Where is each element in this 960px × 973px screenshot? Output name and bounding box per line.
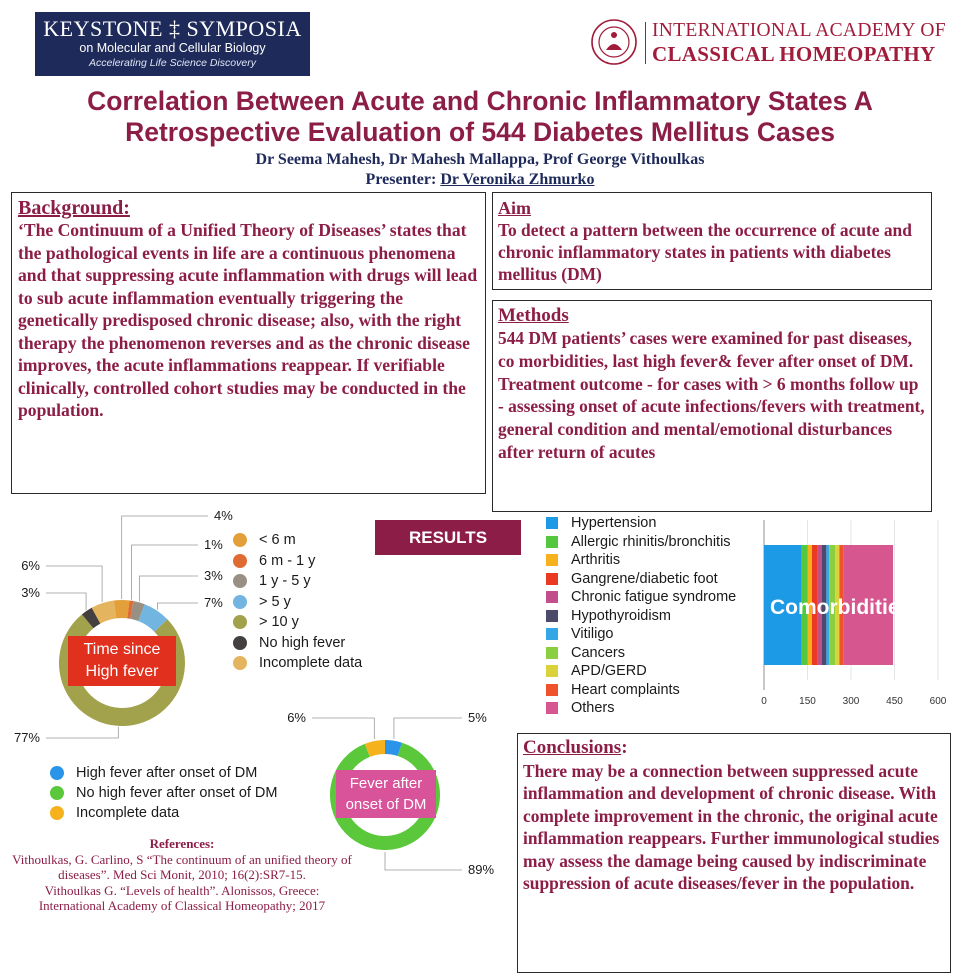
pie2-leader-incomplete-data xyxy=(312,718,374,739)
pie1-slice-5-y xyxy=(141,613,160,626)
fever-after-onset-chart-label xyxy=(336,770,436,818)
legend2-item-incomplete-data xyxy=(50,805,179,821)
pie1-leader-10-y xyxy=(46,727,118,738)
legend3-item-gangrene-diabetic-foot xyxy=(546,571,718,587)
pie1-leader-6-m-1-y xyxy=(132,545,198,600)
comorbidities-tick-450: 450 xyxy=(886,696,903,707)
legend1-item-6-m-1-y xyxy=(233,553,315,569)
reference-item-1: Vithoulkas, G. Carlino, S “The continuum of an unified theory of diseases”. Med Sci Monit, 2010; 16(2):SR7-15. xyxy=(12,852,352,883)
keystone-symposia-logo xyxy=(35,12,310,76)
legend1-label: No high fever xyxy=(259,635,345,651)
pie1-value-label-6-m: 4% xyxy=(214,508,233,523)
legend1-label: > 10 y xyxy=(259,614,299,630)
legend3-label: Hypertension xyxy=(571,515,656,531)
references-section xyxy=(12,836,352,914)
results-label: RESULTS xyxy=(375,520,521,555)
pie1-title-line2: High fever xyxy=(68,661,176,683)
pie1-leader-no-high-fever xyxy=(46,593,86,610)
aim-heading: Aim xyxy=(498,197,926,219)
legend3-label: APD/GERD xyxy=(571,663,647,679)
comorbidities-chart-title: Comorbidities xyxy=(770,596,911,620)
pie1-value-label-incomplete-data: 6% xyxy=(21,558,40,573)
pie1-value-label-5-y: 7% xyxy=(204,595,223,610)
legend3-swatch xyxy=(546,573,558,585)
time-since-fever-chart-label xyxy=(68,636,176,686)
comorbidities-tick-300: 300 xyxy=(843,696,860,707)
pie2-slice-incomplete-data xyxy=(367,747,385,750)
pie2-value-label-high-fever-after-onset-of-dm: 5% xyxy=(468,710,487,725)
pie2-leader-no-high-fever-after-onset-of-dm xyxy=(385,852,462,870)
methods-text-1: 544 DM patients’ cases were examined for past diseases, co morbidities, last high fever& fever after onset of DM. xyxy=(498,327,926,373)
legend1-item-no-high-fever xyxy=(233,635,345,651)
legend1-label: Incomplete data xyxy=(259,655,362,671)
comorbidities-tick-600: 600 xyxy=(930,696,947,707)
pie1-slice-6-m-1-y xyxy=(128,609,131,610)
legend3-label: Chronic fatigue syndrome xyxy=(571,589,736,605)
legend3-item-hypothyroidism xyxy=(546,608,671,624)
academy-logo-line1: INTERNATIONAL ACADEMY OF xyxy=(652,20,946,42)
legend1-label: 1 y - 5 y xyxy=(259,573,311,589)
legend2-label: Incomplete data xyxy=(76,805,179,821)
academy-logo xyxy=(590,18,935,68)
authors: Dr Seema Mahesh, Dr Mahesh Mallappa, Prof George Vithoulkas xyxy=(20,150,940,170)
legend3-item-cancers xyxy=(546,645,625,661)
pie1-title-line1: Time since xyxy=(68,639,176,661)
aim-section xyxy=(492,192,932,290)
legend1-swatch xyxy=(233,595,247,609)
pie1-value-label-10-y: 77% xyxy=(14,730,40,745)
legend3-item-vitiligo xyxy=(546,626,613,642)
legend3-swatch xyxy=(546,591,558,603)
legend3-item-chronic-fatigue-syndrome xyxy=(546,589,736,605)
legend1-swatch xyxy=(233,636,247,650)
comorbidities-tick-0: 0 xyxy=(761,696,767,707)
legend3-swatch xyxy=(546,665,558,677)
keystone-logo-tagline: Accelerating Life Science Discovery xyxy=(35,56,310,70)
legend1-item-5-y xyxy=(233,594,291,610)
keystone-logo-subtitle: on Molecular and Cellular Biology xyxy=(35,40,310,56)
legend3-item-allergic-rhinitis-bronchitis xyxy=(546,534,731,550)
legend3-label: Vitiligo xyxy=(571,626,613,642)
legend3-swatch xyxy=(546,536,558,548)
legend2-item-high-fever-after-onset-of-dm xyxy=(50,765,257,781)
legend3-label: Arthritis xyxy=(571,552,620,568)
legend3-label: Allergic rhinitis/bronchitis xyxy=(571,534,731,550)
legend1-item-incomplete-data xyxy=(233,655,362,671)
legend1-label: 6 m - 1 y xyxy=(259,553,315,569)
academy-logo-line2: CLASSICAL HOMEOPATHY xyxy=(652,42,936,67)
legend3-swatch xyxy=(546,702,558,714)
legend1-item-10-y xyxy=(233,614,299,630)
pie1-slice-incomplete-data xyxy=(96,609,115,615)
legend3-swatch xyxy=(546,628,558,640)
reference-item-2: Vithoulkas G. “Levels of health”. Alonissos, Greece: International Academy of Classical Homeopathy; 2017 xyxy=(12,883,352,914)
conclusions-text: There may be a connection between suppressed acute inflammation and development of chronic disease. With complete improvement in the chronic, the original acute inflammation reappears. Further immunological studies may assess the damage being caused by indiscriminate suppression of acute diseases/fever in the population. xyxy=(523,760,945,894)
conclusions-heading: Conclusions xyxy=(523,737,621,758)
legend1-swatch xyxy=(233,533,247,547)
conclusions-heading-colon: : xyxy=(621,737,627,758)
conclusions-section xyxy=(517,733,951,973)
legend1-swatch xyxy=(233,554,247,568)
legend3-label: Hypothyroidism xyxy=(571,608,671,624)
legend1-label: > 5 y xyxy=(259,594,291,610)
pie1-leader-1-y-5-y xyxy=(139,576,198,601)
legend1-item-1-y-5-y xyxy=(233,573,311,589)
legend1-swatch xyxy=(233,574,247,588)
legend3-label: Heart complaints xyxy=(571,682,680,698)
presenter-label: Presenter: xyxy=(366,171,441,188)
legend3-label: Others xyxy=(571,700,615,716)
pie2-value-label-incomplete-data: 6% xyxy=(287,710,306,725)
legend3-swatch xyxy=(546,554,558,566)
pie1-leader-incomplete-data xyxy=(46,566,102,602)
legend1-item-6-m xyxy=(233,532,296,548)
aim-text: To detect a pattern between the occurrence of acute and chronic inflammatory states in patients with diabetes mellitus (DM) xyxy=(498,219,926,285)
legend3-item-arthritis xyxy=(546,552,620,568)
pie1-leader-5-y xyxy=(157,603,198,610)
pie1-leader-6-m xyxy=(122,516,208,599)
methods-text-2: Treatment outcome - for cases with > 6 months follow up - assessing onset of acute infections/fevers with treatment, general condition and mental/emotional disturbances after return of acutes xyxy=(498,373,926,464)
background-heading: Background: xyxy=(18,197,479,219)
legend2-swatch xyxy=(50,766,64,780)
legend3-item-heart-complaints xyxy=(546,682,680,698)
poster-title: Correlation Between Acute and Chronic Inflammatory States A Retrospective Evaluation of 544 Diabetes Mellitus Cases xyxy=(20,86,940,148)
academy-logo-divider xyxy=(645,22,646,64)
pie2-title-line2: onset of DM xyxy=(336,794,436,815)
references-heading: References: xyxy=(12,836,352,852)
legend3-swatch xyxy=(546,610,558,622)
presenter xyxy=(20,170,940,190)
pie1-slice-1-y-5-y xyxy=(132,610,142,613)
legend3-label: Gangrene/diabetic foot xyxy=(571,571,718,587)
legend3-swatch xyxy=(546,684,558,696)
legend3-item-apd-gerd xyxy=(546,663,647,679)
legend2-swatch xyxy=(50,806,64,820)
legend2-item-no-high-fever-after-onset-of-dm xyxy=(50,785,278,801)
methods-section xyxy=(492,300,932,512)
legend2-label: No high fever after onset of DM xyxy=(76,785,278,801)
methods-heading: Methods xyxy=(498,305,926,327)
legend3-item-hypertension xyxy=(546,515,656,531)
pie1-value-label-no-high-fever: 3% xyxy=(21,585,40,600)
pie2-leader-high-fever-after-onset-of-dm xyxy=(394,718,462,739)
legend1-swatch xyxy=(233,656,247,670)
legend3-swatch xyxy=(546,647,558,659)
legend1-label: < 6 m xyxy=(259,532,296,548)
legend3-item-others xyxy=(546,700,615,716)
comorbidities-tick-150: 150 xyxy=(799,696,816,707)
keystone-logo-title: KEYSTONE ‡ SYMPOSIA xyxy=(35,18,310,40)
pie2-slice-high-fever-after-onset-of-dm xyxy=(385,747,400,749)
legend1-swatch xyxy=(233,615,247,629)
pie1-value-label-6-m-1-y: 1% xyxy=(204,537,223,552)
background-text: ‘The Continuum of a Unified Theory of Diseases’ states that the pathological events in life are a continuous phenomena and that suppressing acute inflammation with drugs will lead to sub acute inflammation eventually triggering the genetically predisposed chronic disease; also, with the right therapy the phenomenon reverses and as the chronic disease improves, the acute inflammations reappear. If verifiable clinically, controlled cohort studies may be conducted in the population. xyxy=(18,219,479,422)
pie2-title-line1: Fever after xyxy=(336,773,436,794)
pie1-value-label-1-y-5-y: 3% xyxy=(204,568,223,583)
legend2-label: High fever after onset of DM xyxy=(76,765,257,781)
legend3-label: Cancers xyxy=(571,645,625,661)
legend3-swatch xyxy=(546,517,558,529)
presenter-name: Dr Veronika Zhmurko xyxy=(440,171,594,188)
academy-seal-icon xyxy=(590,18,638,66)
legend2-swatch xyxy=(50,786,64,800)
pie2-value-label-no-high-fever-after-onset-of-dm: 89% xyxy=(468,862,494,877)
background-section xyxy=(11,192,486,494)
pie1-slice-no-high-fever xyxy=(88,616,96,622)
